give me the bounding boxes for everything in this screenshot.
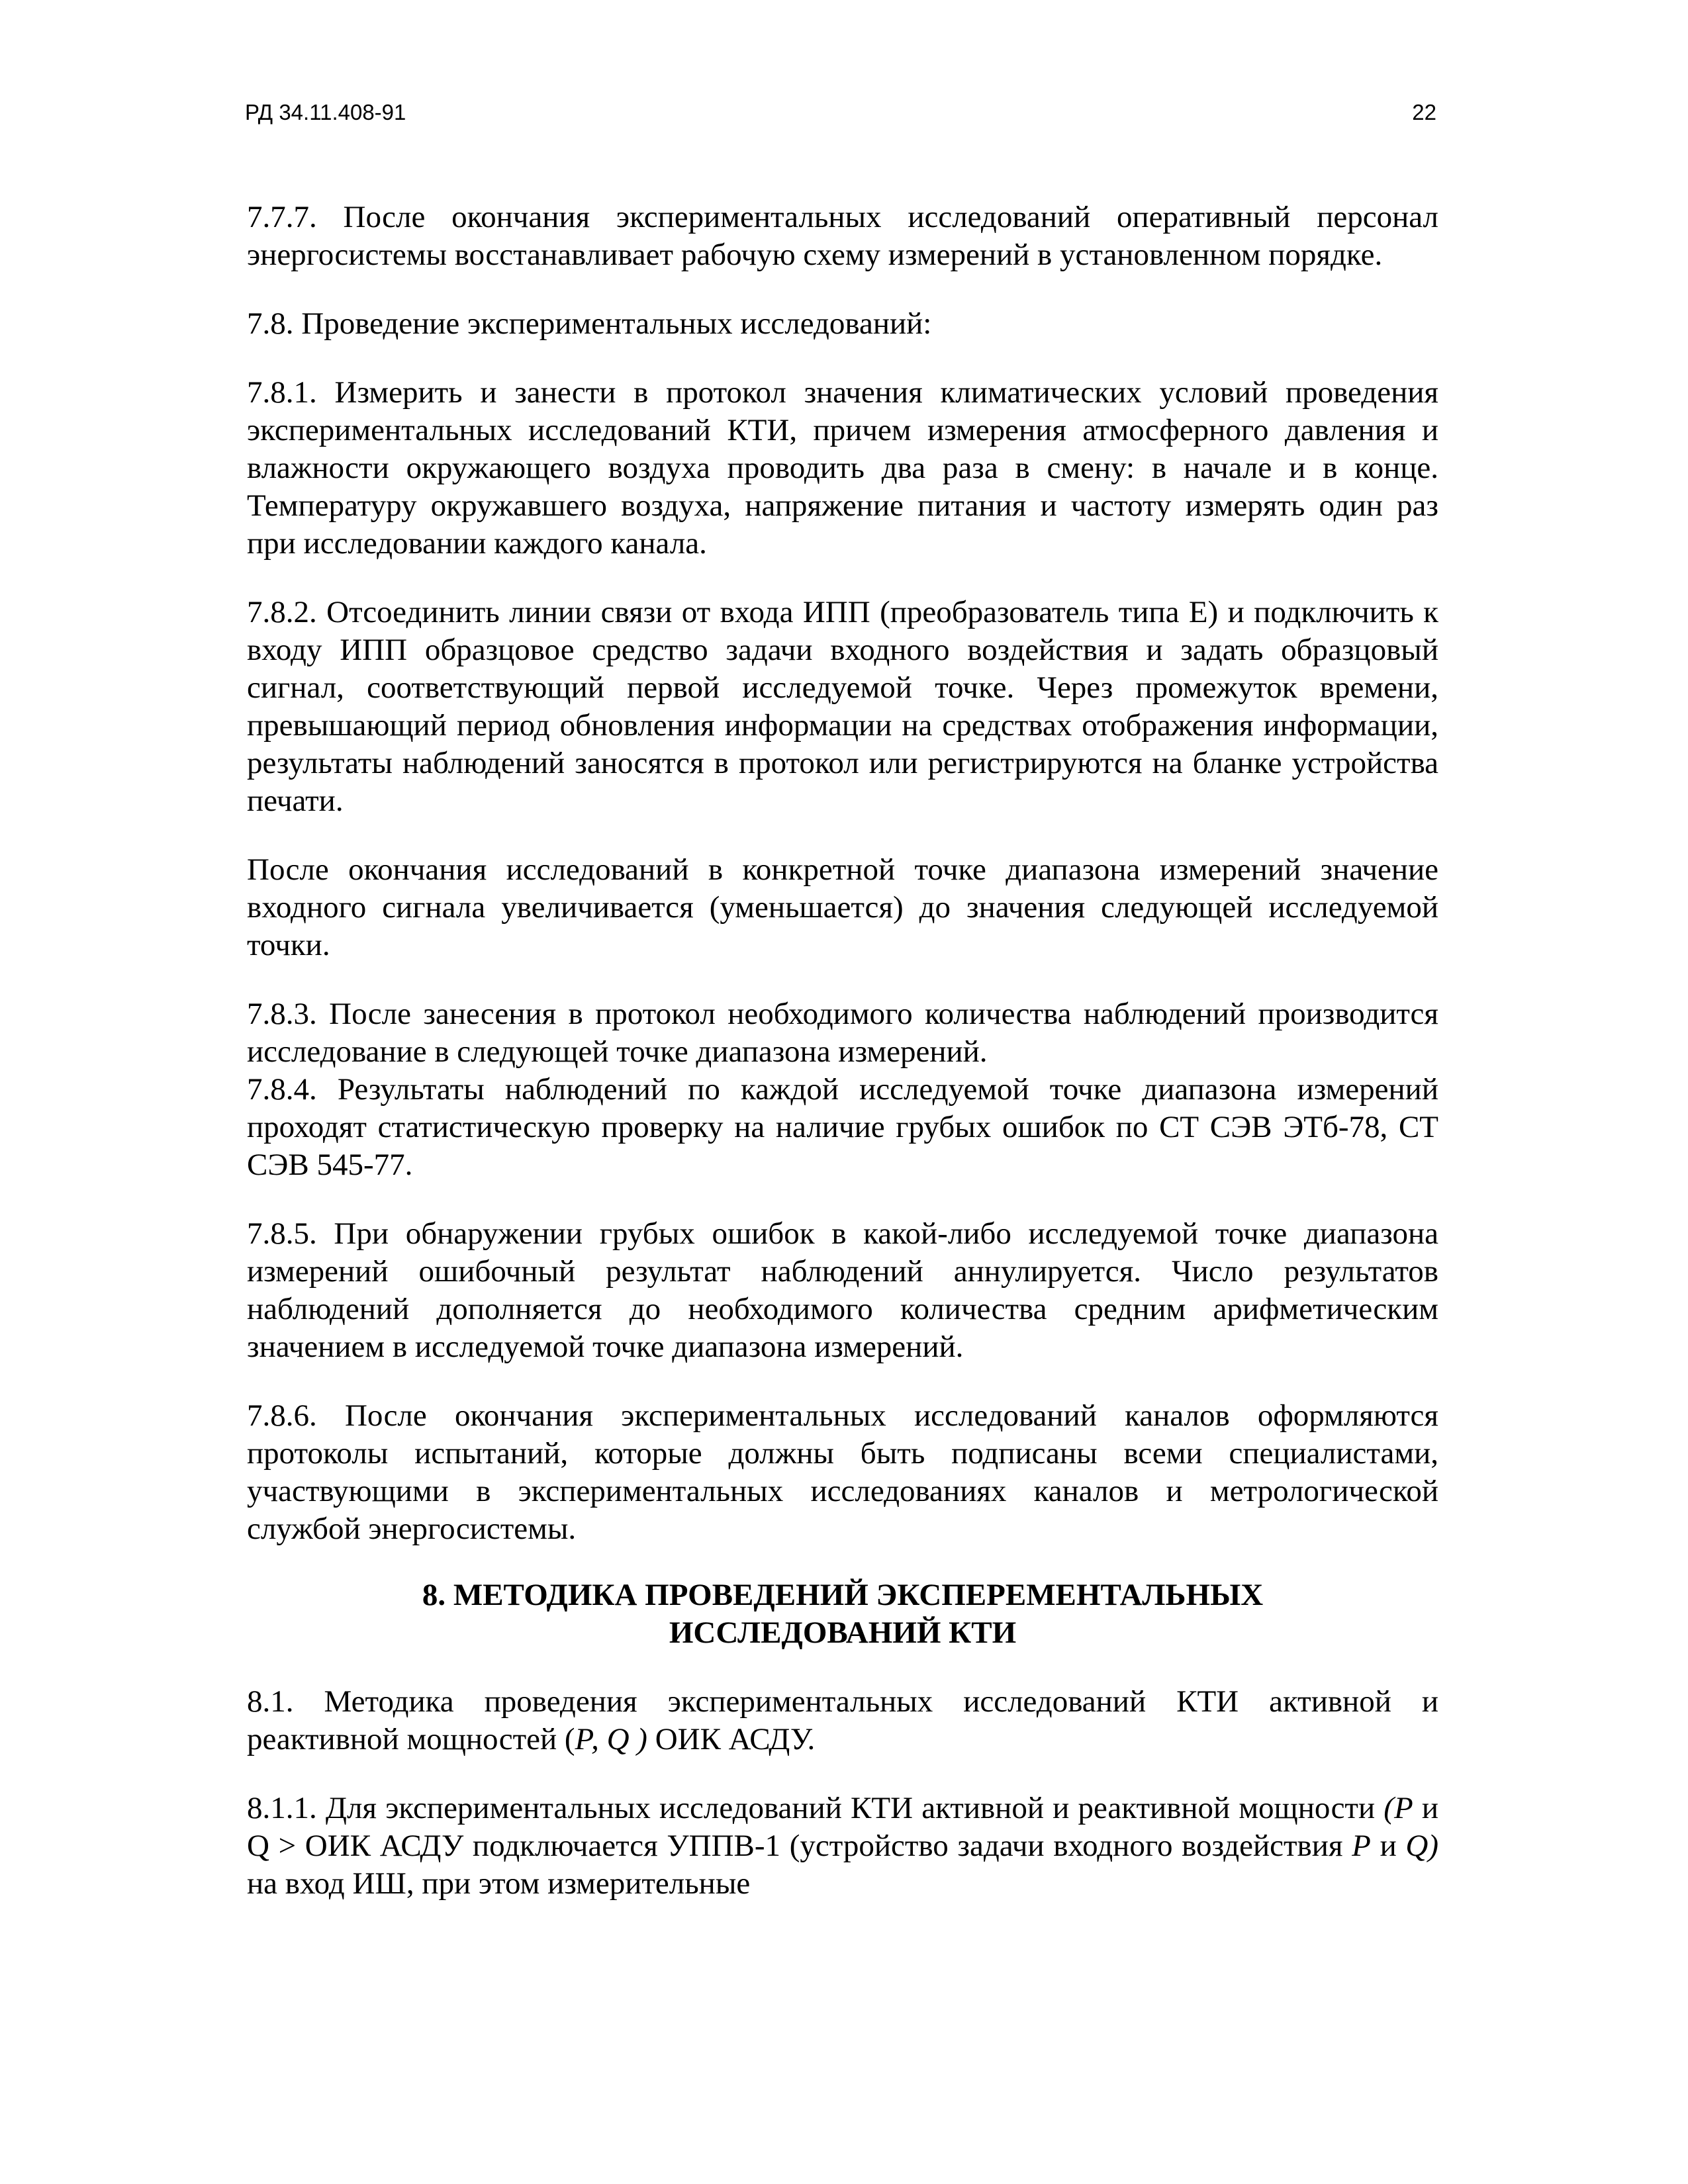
paragraph-7-8-3: 7.8.3. После занесения в протокол необходимого количества наблюдений производится исследование в следующей точке диапазона измерений. bbox=[247, 997, 1438, 1069]
paragraph-8-1-1-text-d: на вход ИШ, при этом измерительные bbox=[247, 1866, 751, 1901]
paragraph-7-8-5: 7.8.5. При обнаружении грубых ошибок в какой-либо исследуемой точке диапазона измерений ошибочный результат наблюдений аннулируется. Число результатов наблюдений дополняется до необходимого количества средним арифметическим значением в исследуемой точке диапазона измерений. bbox=[247, 1216, 1438, 1364]
document-body bbox=[247, 199, 1438, 1934]
section-8-heading-line-2: ИССЛЕДОВАНИЙ КТИ bbox=[669, 1615, 1017, 1650]
paragraph-8-1-1-text-a: 8.1.1. Для экспериментальных исследований КТИ активной и реактивной мощности bbox=[247, 1791, 1384, 1825]
paragraph-8-1-text-b: ОИК АСДУ. bbox=[647, 1722, 816, 1756]
paragraph-7-8-2: 7.8.2. Отсоединить линии связи от входа ИПП (преобразователь типа Е) и подключить к входу ИПП образцовое средство задачи входного воздействия и задать образцовый сигнал, соответствующий первой исследуемой точке. Через промежуток времени, превышающий период обновления информации на средствах отображения информации, результаты наблюдений заносятся в протокол или регистрируются на бланке устройства печати. bbox=[247, 595, 1438, 818]
paragraph-8-1-text-a: 8.1. Методика проведения экспериментальных исследований КТИ активной и реактивной мощностей ( bbox=[247, 1684, 1438, 1756]
page-number: 22 bbox=[1412, 100, 1436, 124]
paragraph-7-8: 7.8. Проведение экспериментальных исследований: bbox=[247, 306, 932, 341]
paragraph-7-7-7: 7.7.7. После окончания экспериментальных исследований оперативный персонал энергосистемы восстанавливает рабочую схему измерений в установленном порядке. bbox=[247, 200, 1438, 272]
document-code: РД 34.11.408-91 bbox=[245, 100, 406, 124]
paragraph-8-1-1-symbol-p2: Р bbox=[1352, 1829, 1371, 1863]
paragraph-7-8-1: 7.8.1. Измерить и занести в протокол значения климатических условий проведения экспериментальных исследований КТИ, причем измерения атмосферного давления и влажности окружающего воздуха проводить два раза в смену: в начале и в конце. Температуру окружавшего воздуха, напряжение питания и частоту измерять один раз при исследовании каждого канала. bbox=[247, 375, 1438, 561]
paragraph-8-1-symbols: Р, Q ) bbox=[575, 1722, 647, 1756]
paragraph-8-1-1-symbol-q: Q) bbox=[1405, 1829, 1438, 1863]
section-8-heading-line-1: 8. МЕТОДИКА ПРОВЕДЕНИЙ ЭКСПЕРЕМЕНТАЛЬНЫХ bbox=[422, 1578, 1264, 1612]
paragraph-8-1-1 bbox=[247, 1790, 1438, 1903]
section-8-heading bbox=[247, 1576, 1438, 1652]
paragraph-8-1 bbox=[247, 1683, 1438, 1758]
paragraph-8-1-1-symbol-p: (Р bbox=[1383, 1791, 1413, 1825]
paragraph-7-8-2-continued: После окончания исследований в конкретной точке диапазона измерений значение входного сигнала увеличивается (уменьшается) до значения следующей исследуемой точки. bbox=[247, 852, 1438, 962]
paragraph-8-1-1-text-b: и Q > ОИК АСДУ подключается УППВ-1 (устройство задачи входного воздействия bbox=[247, 1791, 1438, 1863]
paragraph-7-8-4: 7.8.4. Результаты наблюдений по каждой исследуемой точке диапазона измерений проходят статистическую проверку на наличие грубых ошибок по СТ СЭВ ЭТб-78, СТ СЭВ 545-77. bbox=[247, 1072, 1438, 1182]
paragraph-8-1-1-text-c: и bbox=[1370, 1829, 1406, 1863]
page-header bbox=[245, 99, 1436, 132]
paragraph-7-8-6: 7.8.6. После окончания экспериментальных исследований каналов оформляются протоколы испытаний, которые должны быть подписаны всеми специалистами, участвующими в экспериментальных исследованиях каналов и метрологической службой энергосистемы. bbox=[247, 1398, 1438, 1546]
